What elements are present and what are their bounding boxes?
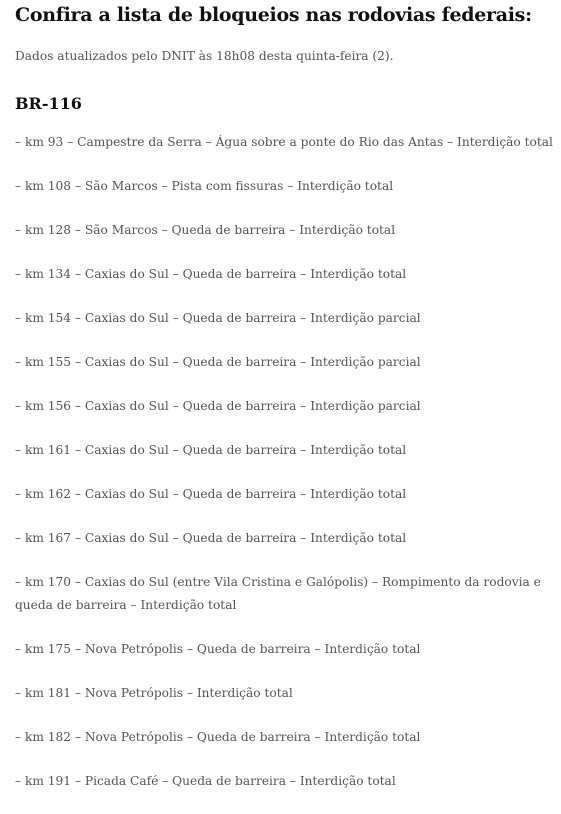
blockage-item: – km 154 – Caxias do Sul – Queda de barreira – Interdição parcial (15, 311, 421, 325)
blockage-item: – km 191 – Picada Café – Queda de barreira – Interdição total (15, 774, 396, 788)
article-heading: Confira a lista de bloqueios nas rodovias federais: (15, 4, 532, 26)
blockage-item: – km 175 – Nova Petrópolis – Queda de barreira – Interdição total (15, 642, 421, 656)
blockage-item: – km 167 – Caxias do Sul – Queda de barreira – Interdição total (15, 531, 407, 545)
update-note: Dados atualizados pelo DNIT às 18h08 desta quinta-feira (2). (15, 49, 394, 63)
blockage-item: – km 156 – Caxias do Sul – Queda de barreira – Interdição parcial (15, 399, 421, 413)
blockage-list (15, 131, 555, 814)
blockage-item: – km 170 – Caxias do Sul (entre Vila Cristina e Galópolis) – Rompimento da rodovia e queda de barreira – Interdição total (15, 575, 541, 612)
blockage-item: – km 155 – Caxias do Sul – Queda de barreira – Interdição parcial (15, 355, 421, 369)
blockage-item: – km 108 – São Marcos – Pista com fissuras – Interdição total (15, 179, 394, 193)
blockage-item: – km 162 – Caxias do Sul – Queda de barreira – Interdição total (15, 487, 407, 501)
blockage-item: – km 161 – Caxias do Sul – Queda de barreira – Interdição total (15, 443, 407, 457)
blockage-item: – km 93 – Campestre da Serra – Água sobre a ponte do Rio das Antas – Interdição total (15, 135, 553, 149)
blockage-item: – km 182 – Nova Petrópolis – Queda de barreira – Interdição total (15, 730, 421, 744)
blockage-item: – km 128 – São Marcos – Queda de barreira – Interdição total (15, 223, 396, 237)
blockage-item: – km 134 – Caxias do Sul – Queda de barreira – Interdição total (15, 267, 407, 281)
blockage-item: – km 181 – Nova Petrópolis – Interdição total (15, 686, 293, 700)
road-heading: BR-116 (15, 94, 82, 113)
